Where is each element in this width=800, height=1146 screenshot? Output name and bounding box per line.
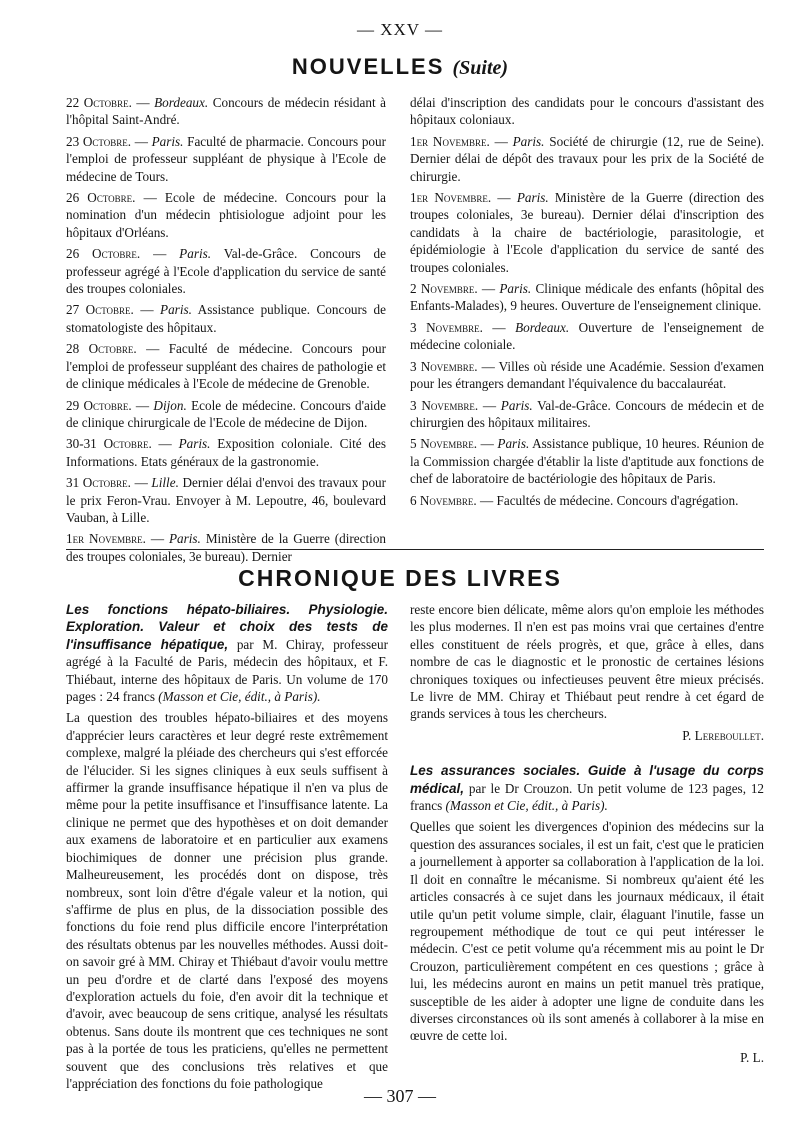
review1-publisher: (Masson et Cie, édit., à Paris). — [158, 689, 321, 705]
page-number: — 307 — — [364, 1086, 436, 1106]
news-entry-text: Facultés de médecine. Concours d'agrégation. — [496, 492, 739, 508]
news-entry-text: Exposition coloniale. Cité des Informations. Etats généraux de la gastronomie. — [66, 436, 387, 469]
news-entry-text: Assistance publique, 10 heures. Réunion de la Commission chargée d'établir la liste d'aptitude aux fonctions de chef de laboratoire de bactériologie des hôpitaux de Paris. — [410, 436, 764, 487]
news-entry-date: 23 Octobre. — [66, 133, 132, 149]
news-entry-city: Paris. — [168, 531, 201, 547]
news-entry-city: Paris. — [499, 281, 532, 297]
news-entry: 28 Octobre. — Faculté de médecine. Concours pour l'emploi de professeur suppléant des chaires de pathologie et de clinique médicales à l'Ecole de médecine de Grenoble. — [66, 341, 386, 392]
news-entry: 6 Novembre. — Facultés de médecine. Concours d'agrégation. — [410, 492, 739, 508]
news-entry-text: Faculté de médecine. Concours pour l'emploi de professeur suppléant des chaires de pathologie et de clinique médicales à l'Ecole de médecine de Grenoble. — [66, 341, 386, 392]
news-entry-text: Val-de-Grâce. Concours de professeur agrégé à l'Ecole d'application du service de santé des troupes coloniales. — [66, 246, 387, 297]
news-entry-date: 6 Novembre. — [410, 492, 477, 508]
news-entry-text: Ecole de médecine. Concours d'aide de clinique chirurgicale de l'Ecole de médecine de Dijon. — [66, 397, 386, 430]
news-entry: 1er Novembre. — Paris. Société de chirurgie (12, rue de Seine). Dernier délai de dépôt des travaux pour les prix de la Société de chirurgie. — [410, 133, 765, 184]
news-entry-date: 28 Octobre. — [66, 341, 137, 357]
news-entry-text: Clinique médicale des enfants (hôpital des Enfants-Malades), 9 heures. Ouverture de l'enseignement clinique. — [410, 281, 764, 314]
news-entry-date: 3 Novembre. — [410, 358, 478, 374]
news-entry-text: Ouverture de l'enseignement de médecine coloniale. — [410, 319, 765, 353]
review2-publisher: (Masson et Cie, édit., à Paris). — [445, 798, 608, 814]
news-entry-date: 3 Novembre. — [410, 319, 483, 335]
news-entry: 3 Novembre. — Paris. Val-de-Grâce. Concours de médecin et de chirurgien des hôpitaux militaires. — [410, 397, 765, 430]
news-entry-text: délai d'inscription des candidats pour le concours d'assistant des hôpitaux coloniaux. — [410, 95, 764, 128]
news-entry-date: 1er Novembre. — [410, 190, 492, 206]
news-entry: 23 Octobre. — Paris. Faculté de pharmacie. Concours pour l'emploi de professeur suppléant de physique à l'Ecole de médecine de Tours. — [66, 133, 386, 184]
news-entry-city: Paris. — [179, 246, 212, 262]
news-entry-city: Paris. — [512, 133, 545, 149]
news-entry-city: Paris. — [500, 397, 533, 413]
news-column-right — [410, 94, 764, 513]
news-entry-city: Lille. — [151, 475, 179, 491]
news-entry: 26 Octobre. — Paris. Val-de-Grâce. Concours de professeur agrégé à l'Ecole d'application du service de santé des troupes coloniales. — [66, 246, 387, 297]
news-entry-date: 22 Octobre. — [66, 95, 132, 110]
news-entry: 2 Novembre. — Paris. Clinique médicale des enfants (hôpital des Enfants-Malades), 9 heures. Ouverture de l'enseignement clinique. — [410, 281, 764, 314]
news-entry: 26 Octobre. — Ecole de médecine. Concours pour la nomination d'un médecin phtisiologue adjoint pour les hôpitaux d'Orléans. — [66, 190, 386, 240]
review1-signature: P. Lereboullet. — [682, 727, 764, 743]
news-entry-text: Assistance publique. Concours de stomatologiste des hôpitaux. — [66, 302, 386, 335]
section-subtitle: (Suite) — [452, 57, 509, 79]
news-entry-date: 31 Octobre. — [66, 475, 131, 491]
news-entry-date: 1er Novembre. — [410, 133, 490, 149]
news-entry — [410, 94, 764, 129]
news-entry-text: Villes où réside une Académie. Session d'examen pour les étrangers demandant l'équivalence du baccalauréat. — [410, 358, 764, 392]
news-entry-date: 30-31 Octobre. — [66, 436, 152, 452]
section-title-text: NOUVELLES — [291, 54, 445, 79]
news-entry: 30-31 Octobre. — Paris. Exposition coloniale. Cité des Informations. Etats généraux de la gastronomie. — [66, 436, 387, 469]
review1-body-left: La question des troubles hépato-biliaires et des moyens d'apprécier leurs caractères et leur degré reste extrêmement complexe, malgré la pléiade des chercheurs qui s'est efforcée de l'élucider. Si les signes cliniques à eux seuls suffisent à affirmer la grande insuffisance hépatique il n'en va plus de même pour la petite insuffisance et l'insuffisance latente. La clinique ne permet que des hypothèses et on doit demander aux examens de laboratoire et en particulier aux examens biochimiques de donner une précision plus grande. Malheureusement, les procédés dont on dispose, très nombreux, sont loin d'être d'égale valeur et la notion, qui s'affirme de plus en plus, de la dissociation possible des fonctions du foie rend plus difficile encore l'interprétation des résultats obtenus par les nouvelles méthodes. Aussi doit-on savoir gré à MM. Chiray et Thiébaut d'avoir voulu mettre un peu d'ordre et de clarté dans l'exposé des moyens d'exploration actuels du foie, d'en avoir dit la technique et d'avoir, avec beaucoup de sens critique, analysé les résultats obtenus. Sans doute ils montrent que ces techniques ne sont pas à la portée de tous les praticiens, qu'elles ne permettent souvent que des conclusions très relatives et que l'appréciation des fonctions du foie pathologique — [66, 710, 388, 1091]
news-entry-date: 26 Octobre. — [66, 246, 141, 262]
news-entry-city: Bordeaux. — [515, 319, 570, 335]
review2-body: Quelles que soient les divergences d'opinion des médecins sur la question des assurances sociales, il est un fait, c'est que le praticien a journellement à apporter sa collaboration à l'application de la loi. Il doit en connaître le mécanisme. Si nombreux qu'aient été les articles consacrés à ce sujet dans les journaux médicaux, il était utile qu'un petit volume simple, clair, élaguant l'inutile, fasse un regroupement méthodique de tout ce qui peut intéresser le médecin. C'est ce petit volume qu'a récemment mis au point le Dr Crouzon, particulièrement compétent en ces questions ; grâce à lui, les médecins auront en mains un petit manuel très pratique, susceptible de les aider à adopter une ligne de conduite dans les diverses circonstances où ils sont amenés à collaborer à la mise en œuvre de cette loi. — [410, 819, 764, 1044]
news-entry-text: Concours de médecin résidant à l'hôpital Saint-André. — [66, 95, 387, 128]
news-entry-date: 2 Novembre. — [410, 281, 478, 297]
news-entry: 27 Octobre. — Paris. Assistance publique. Concours de stomatologiste des hôpitaux. — [66, 302, 386, 335]
news-entry-date: 1er Novembre. — [66, 531, 146, 547]
news-column-left — [66, 94, 386, 569]
news-entry-city: Paris. — [178, 436, 211, 452]
news-entry: 22 Octobre. — Bordeaux. Concours de médecin résidant à l'hôpital Saint-André. — [66, 95, 387, 128]
review-spacer — [410, 748, 764, 762]
news-entry: 1er Novembre. — Paris. Ministère de la Guerre (direction des troupes coloniales, 3e bureau). Dernier délai d'inscription des candidats à la chaire de bactériologie, parasitologie, et épidémiologie à l'Ecole d'application du service de santé des troupes coloniales. — [410, 190, 765, 275]
review1-book-title: Les fonctions hépato-biliaires. Physiologie. Exploration. Valeur et choix des tests de l'insuffisance hépatique, — [66, 602, 388, 652]
news-entry-text: Val-de-Grâce. Concours de médecin et de chirurgien des hôpitaux militaires. — [410, 397, 765, 430]
review1-byline: par M. Chiray, professeur agrégé à la Faculté de Paris, médecin des hôpitaux, et F. Thiébaut, interne des hôpitaux de Paris. Un volume de 170 pages : 24 francs — [66, 636, 389, 705]
review2-book-title: Les assurances sociales. Guide à l'usage du corps médical, — [410, 763, 764, 796]
news-entry-date: 26 Octobre. — [66, 190, 136, 206]
news-entry-text: Faculté de pharmacie. Concours pour l'emploi de professeur suppléant de physique à l'Ecole de médecine de Tours. — [66, 133, 386, 184]
news-entry-date: 3 Novembre. — [410, 397, 479, 413]
news-entry-date: 29 Octobre. — [66, 397, 132, 413]
news-entry-city: Paris. — [497, 436, 530, 452]
review2-heading — [410, 762, 764, 814]
news-entry-text: Société de chirurgie (12, rue de Seine). Dernier délai de dépôt des travaux pour les prix de la Société de chirurgie. — [410, 133, 765, 184]
news-entry-city: Dijon. — [153, 397, 187, 413]
news-entry-city: Paris. — [160, 302, 192, 318]
section-divider — [66, 549, 764, 550]
news-entry: 5 Novembre. — Paris. Assistance publique, 10 heures. Réunion de la Commission chargée d'établir la liste d'aptitude aux fonctions de chef de laboratoire de bactériologie des hôpitaux de Paris. — [410, 436, 764, 487]
chronique-column-left — [66, 601, 388, 1096]
news-entry-text: Ministère de la Guerre (direction des troupes coloniales, 3e bureau). Dernier — [66, 531, 387, 564]
review1-heading — [66, 601, 388, 705]
news-entry-date: 27 Octobre. — [66, 302, 134, 318]
news-entry: 1er Novembre. — Paris. Ministère de la Guerre (direction des troupes coloniales, 3e bureau). Dernier — [66, 531, 387, 564]
news-entry-text: Ministère de la Guerre (direction des troupes coloniales, 3e bureau). Dernier délai d'inscription des candidats à la chaire de bactériologie, parasitologie, et épidémiologie à l'Ecole d'application du service de santé des troupes coloniales. — [410, 190, 765, 275]
news-entry-city: Bordeaux. — [154, 95, 209, 110]
news-entry: 3 Novembre. — Bordeaux. Ouverture de l'enseignement de médecine coloniale. — [410, 319, 765, 353]
news-entry-city: Paris. — [516, 190, 549, 206]
page-roman-numeral: — XXV — — [356, 20, 444, 39]
section-title — [0, 54, 800, 80]
news-entry: 31 Octobre. — Lille. Dernier délai d'envoi des travaux pour le prix Feron-Vrau. Envoyer à M. Lepoutre, 46, boulevard Vauban, à Lille. — [66, 475, 387, 525]
chronique-column-right — [410, 601, 764, 1070]
news-entry-date: 5 Novembre. — [410, 436, 478, 452]
news-entry-text: Dernier délai d'envoi des travaux pour le prix Feron-Vrau. Envoyer à M. Lepoutre, 46, boulevard Vauban, à Lille. — [66, 475, 387, 525]
review2-byline: par le Dr Crouzon. Un petit volume de 123 pages, 12 francs — [410, 780, 765, 814]
news-entry-city: Paris. — [151, 133, 184, 149]
news-entry-text: Ecole de médecine. Concours pour la nomination d'un médecin phtisiologue adjoint pour les hôpitaux d'Orléans. — [66, 190, 386, 240]
chronique-title: CHRONIQUE DES LIVRES — [238, 565, 562, 591]
news-entry: 3 Novembre. — Villes où réside une Académie. Session d'examen pour les étrangers demandant l'équivalence du baccalauréat. — [410, 358, 764, 392]
news-entry: 29 Octobre. — Dijon. Ecole de médecine. Concours d'aide de clinique chirurgicale de l'Ecole de médecine de Dijon. — [66, 397, 386, 430]
review1-body-right: reste encore bien délicate, même alors qu'on emploie les méthodes les plus modernes. Il n'en est pas moins vrai que certaines d'entre elles constituent de réels progrès, et que, grâce à elles, dans nombre de cas le diagnostic et le pronostic de certaines lésions chroniques toxiques ou infectieuses peuvent être mieux précisés. Le livre de MM. Chiray et Thiébaut peut rendre à cet égard de grands services à tous les chercheurs. — [410, 602, 764, 722]
review2-signature: P. L. — [740, 1049, 764, 1065]
